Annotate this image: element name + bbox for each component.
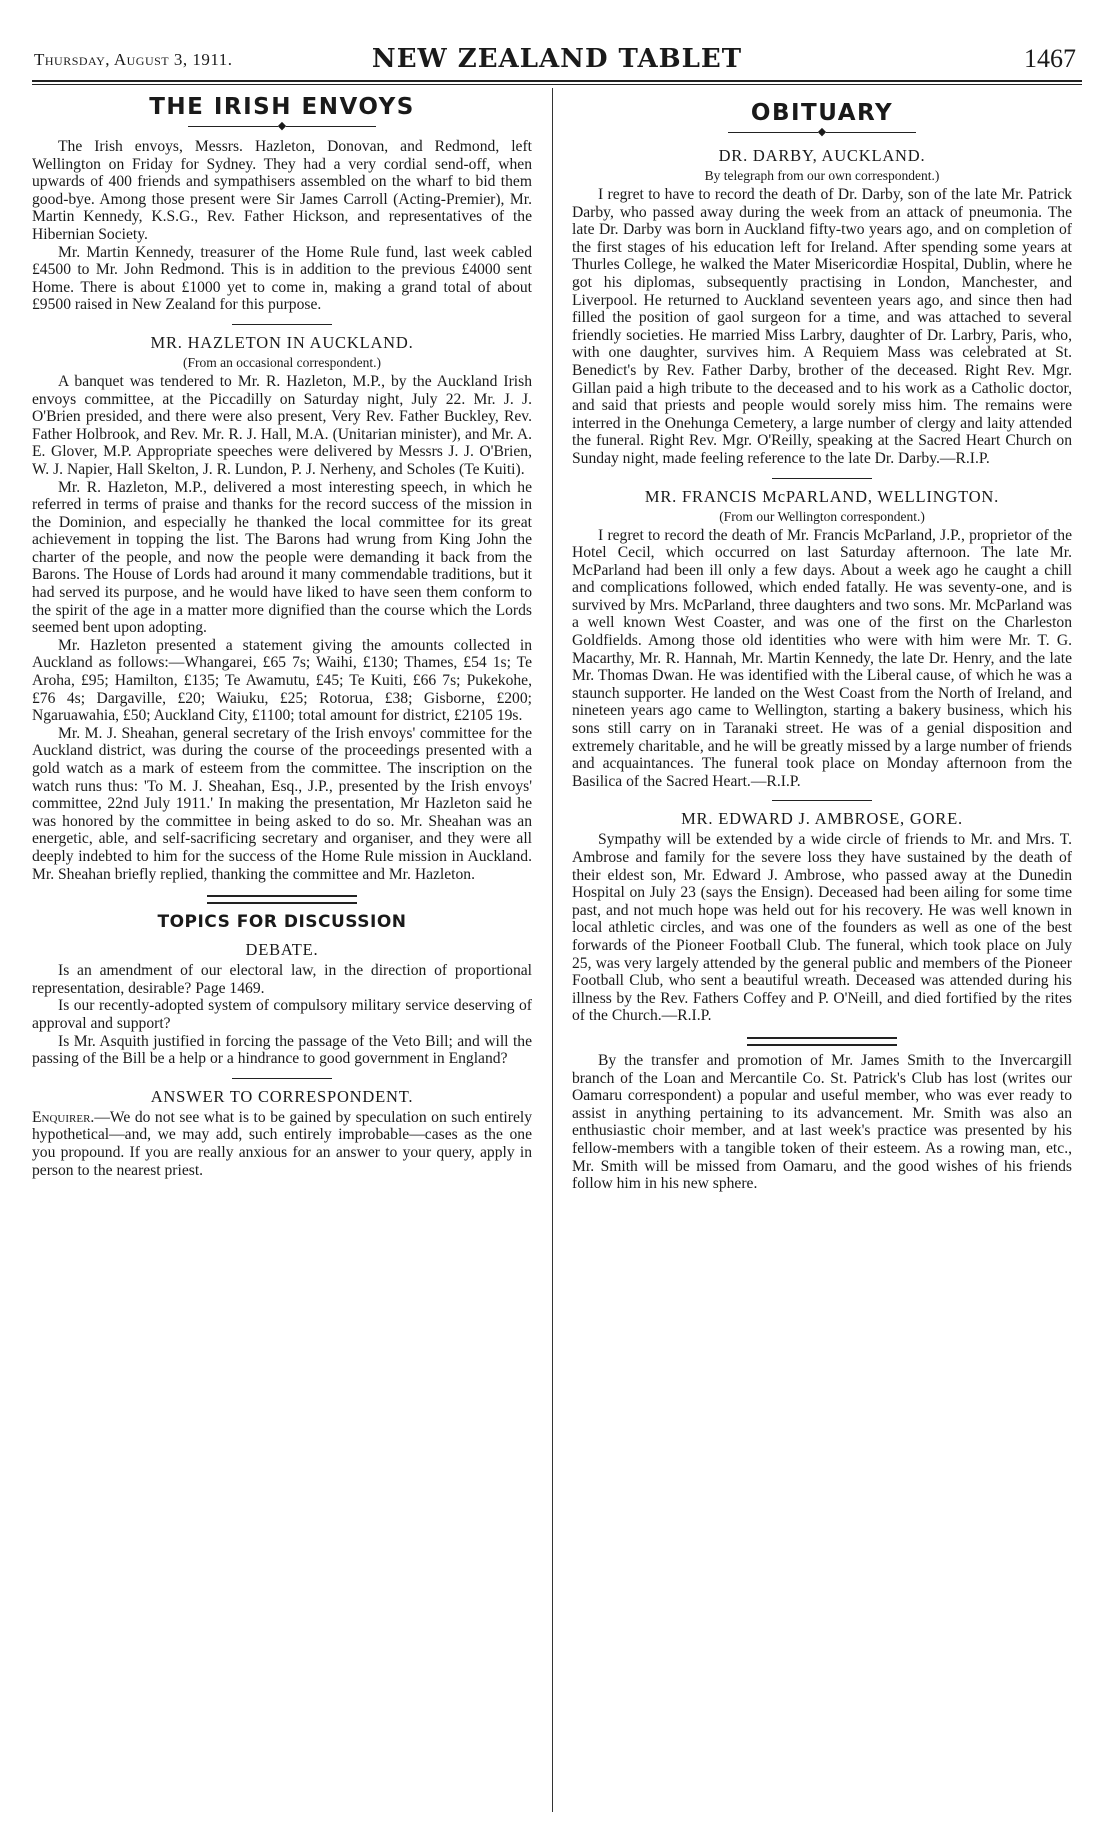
article-topics — [32, 912, 532, 1068]
article-subheading: DR. DARBY, AUCKLAND. — [718, 146, 926, 165]
article-paragraph: Is an amendment of our electoral law, in the direction of proportional representation, desirable? Page 1469. — [32, 962, 532, 997]
article-paragraph: Mr. Martin Kennedy, treasurer of the Home Rule fund, last week cabled £4500 to Mr. John Redmond. This is in addition to the previous £4000 sent Home. There is about £1000 yet to come in, making a grand total of about £9500 raised in New Zealand for this purpose. — [32, 243, 532, 314]
article-paragraph — [32, 1109, 532, 1179]
article-paragraph: By the transfer and promotion of Mr. James Smith to the Invercargill branch of the Loan and Mercantile Co. St. Patrick's Club has lost (writes our Oamaru correspondent) a popular and useful member, who was ever ready to assist in anything pertaining to its advancement. Mr. Smith was also an enthusiastic choir member, and at last week's practice was presented by his fellow-members with a tangible token of their esteem. As a rowing man, etc., Mr. Smith will be missed from Oamaru, and the good wishes of his friends follow him in his new sphere. — [572, 1051, 1072, 1193]
section-double-rule — [747, 1037, 897, 1046]
masthead — [32, 44, 1082, 84]
answer-text: —We do not see what is to be gained by speculation on such entirely hypothetical—and, we may add, such entirely improbable—cases as the one you propound. If you are really anxious for an answer to your query, apply in person to the nearest priest. — [32, 1108, 532, 1179]
obituary-heading: OBITUARY — [750, 100, 894, 126]
article-subheading: DEBATE. — [245, 940, 319, 960]
answer-lead: Enquirer. — [32, 1108, 95, 1126]
article-paragraph: Is Mr. Asquith justified in forcing the passage of the Veto Bill; and will the passing of the Bill be a help or a hindrance to good government in England? — [32, 1032, 532, 1068]
article-subheading: MR. FRANCIS McPARLAND, WELLINGTON. — [644, 486, 1000, 506]
article-paragraph: Sympathy will be extended by a wide circle of friends to Mr. and Mrs. T. Ambrose and family for the severe loss they have sustained by the death of their eldest son, Mr. Edward J. Ambrose, who passed away at the Dunedin Hospital on July 23 (says the Ensign). Deceased had been ailing for some time past, and not much hope was held out for his recovery. He was well known in local athletic circles, and was one of the founders as well as one of the best forwards of the Pioneer Football Club. The funeral, which took place on July 25, was very largely attended by the general public and members of the Pioneer Football Club, who sent a beautiful wreath. Deceased was attended during his illness by the Rev. Fathers Coffey and P. O'Neill, and died fortified by the rites of the Church.—R.I.P. — [572, 831, 1072, 1025]
article-subheading: MR. HAZLETON IN AUCKLAND. — [150, 332, 414, 352]
obituary-ambrose — [572, 809, 1072, 1025]
correspondent-note: (From our Wellington correspondent.) — [719, 508, 925, 524]
correspondent-note: By telegraph from our own correspondent.) — [704, 168, 940, 183]
section-double-rule — [207, 895, 357, 904]
column-divider — [552, 88, 553, 1812]
article-paragraph: I regret to have to record the death of Dr. Darby, son of the late Mr. Patrick Darby, who passed away during the week from an attack of pneumonia. The late Dr. Darby was born in Auckland fifty-two years ago, and on completion of the first stages of his education left for Ireland. After spending some years at Thurles College, he walked the Mater Misericordiæ Hospital, Dublin, where he got his diplomas, subsequently practising in London, Manchester, and Liverpool. He returned to Auckland seventeen years ago, and since then had filled the position of gaol surgeon for a time, and was attached to several friendly societies. He married Miss Larbry, daughter of Dr. Larbry, Paris, who, with one daughter, survives him. A Requiem Mass was celebrated at St. Benedict's by Rev. Father Darby, brother of the deceased. Right Rev. Mgr. Gillan paid a high tribute to the deceased and to his work as a Catholic doctor, and said that priests and people would sorely miss him. The remains were interred in the Onehunga Cemetery, a large number of clergy and laity attended the funeral. Right Rev. Mgr. O'Reilly, speaking at the Sacred Heart Church on Sunday night, made feeling reference to the late Dr. Darby.—R.I.P. — [572, 186, 1072, 467]
article-paragraph: The Irish envoys, Messrs. Hazleton, Donovan, and Redmond, left Wellington on Friday for Sydney. They had a very cordial send-off, when upwards of 400 friends and sympathisers assembled on the wharf to bid them good-bye. Among those present were Sir James Carroll (Acting-Premier), Mr. Martin Kennedy, K.S.G., Rev. Father Hickson, and representatives of the Hibernian Society. — [32, 138, 532, 243]
section-rule — [772, 478, 872, 479]
page-number: 1467 — [1024, 44, 1076, 73]
left-column — [32, 92, 532, 1812]
article-heading: TOPICS FOR DISCUSSION — [157, 912, 407, 933]
obituary-darby — [572, 146, 1072, 468]
heading-ornament: ◆ — [572, 126, 1072, 138]
right-column — [572, 92, 1072, 1812]
section-rule — [232, 1078, 332, 1079]
article-paragraph: Mr. Hazleton presented a statement giving the amounts collected in Auckland as follows:—Whangarei, £65 7s; Waihi, £130; Thames, £54 1s; Te Aroha, £95; Hamilton, £135; Te Awamutu, £45; Te Kuiti, £66 7s; Pukekohe, £76 4s; Dargaville, £20; Waiuku, £25; Rotorua, £38; Gisborne, £200; Ngaruawahia, £50; Auckland City, £1100; total amount for district, £2105 19s. — [32, 636, 532, 725]
issue-date: Thursday, August 3, 1911. — [34, 50, 233, 69]
article-heading: THE IRISH ENVOYS — [149, 94, 415, 120]
article-paragraph: Mr. R. Hazleton, M.P., delivered a most interesting speech, in which he referred in terms of praise and thanks for the record success of the mission in the Dominion, and especially he thanked the local committee for its great achievement in topping the list. The Barons had wrung from King John the charter of the people, and now the people were demanding it back from the Barons. The House of Lords had around it many commendable traditions, but it had served its purpose, and he would have liked to have seen them conform to the spirit of the age in a matter more dignified than the course which the Lords seemed bent upon adopting. — [32, 478, 532, 637]
article-hazleton — [32, 333, 532, 883]
article-subheading: MR. EDWARD J. AMBROSE, GORE. — [681, 809, 963, 829]
newspaper-page — [32, 44, 1082, 1814]
article-paragraph: A banquet was tendered to Mr. R. Hazleton, M.P., by the Auckland Irish envoys committee, at the Piccadilly on Saturday night, July 22. Mr. J. J. O'Brien presided, and there were also present, Very Rev. Father Buckley, Rev. Father Holbrook, and Rev. Mr. R. J. Hall, M.A. (Unitarian minister), and Mr. A. E. Glover, M.P. Appropriate speeches were delivered by Messrs J. J. O'Brien, W. J. Napier, Hall Skelton, J. R. Lundon, P. J. Nerheny, and Scholes (Te Kuiti). — [32, 372, 532, 478]
section-rule — [232, 324, 332, 325]
article-irish-envoys — [32, 94, 532, 314]
heading-ornament: ◆ — [32, 120, 532, 132]
correspondent-note: (From an occasional correspondent.) — [183, 354, 381, 370]
article-subheading: ANSWER TO CORRESPONDENT. — [150, 1086, 414, 1106]
article-paragraph: I regret to record the death of Mr. Francis McParland, J.P., proprietor of the Hotel Cecil, which occurred on last Saturday afternoon. The late Mr. McParland had been ill only a few days. About a week ago he caught a chill and complications followed, which ended fatally. He was seventy-one, and is survived by Mrs. McParland, three daughters and two sons. Mr. McParland was a well known West Coaster, and was one of the first on the Charleston Goldfields. Among those old identities who were with him were Mr. T. G. Macarthy, Mr. R. Hannah, Mr. Martin Kennedy, the late Dr. Henry, and the late Mr. Thomas Dwan. He was identified with the Liberal cause, of which he was a staunch supporter. He landed on the West Coast from the North of Ireland, and nineteen years ago came to Wellington, starting a bakery business, which his sons still carry on in Taranaki street. He was of a genial disposition and extremely charitable, and he will be greatly missed by a large number of friends and acquaintances. The funeral took place on Monday afternoon from the Basilica of the Sacred Heart.—R.I.P. — [572, 526, 1072, 790]
masthead-rule — [32, 80, 1082, 85]
article-paragraph: Is our recently-adopted system of compulsory military service deserving of approval and support? — [32, 997, 532, 1032]
article-smith — [572, 1052, 1072, 1193]
obituary-mcparland — [572, 487, 1072, 791]
section-rule — [772, 800, 872, 801]
article-paragraph: Mr. M. J. Sheahan, general secretary of the Irish envoys' committee for the Auckland district, was during the course of the proceedings presented with a gold watch as a mark of esteem from the committee. The inscription on the watch runs thus: 'To M. J. Sheahan, Esq., J.P., presented by the Irish envoys' committee, 22nd July 1911.' In making the presentation, Mr Hazleton said he was honored by the committee in being asked to do so. Mr. Sheahan was an energetic, able, and self-sacrificing secretary and organiser, and they were all deeply indebted to him for the success of the Home Rule mission in Auckland. Mr. Sheahan briefly replied, thanking the committee and Mr. Hazleton. — [32, 724, 532, 883]
publication-title: NEW ZEALAND TABLET — [371, 44, 743, 74]
article-answer — [32, 1087, 532, 1179]
